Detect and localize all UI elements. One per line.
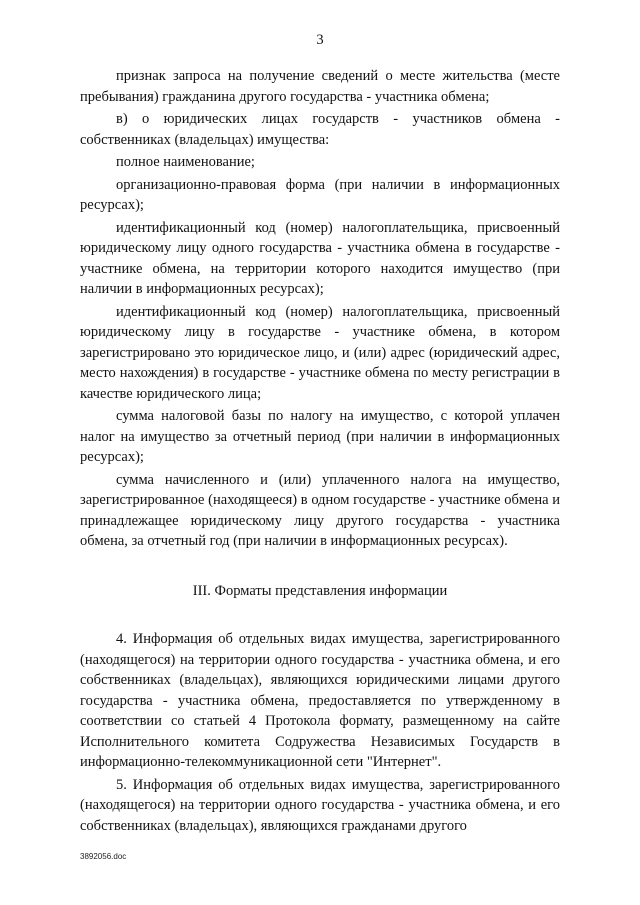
paragraph: признак запроса на получение сведений о месте жительства (месте пребывания) гражданина другого государства - участника обмена; bbox=[80, 68, 560, 105]
paragraph: сумма начисленного и (или) уплаченного налога на имущество, зарегистрированное (находящееся) в одном государстве - участнике обмена и принадлежащее юридическому лицу другого государства - участника обмена, за отчетный год (при наличии в информационных ресурсах). bbox=[80, 471, 560, 549]
paragraph: 5. Информация об отдельных видах имущества, зарегистрированного (находящегося) на территории одного государства - участника обмена, и его собственниках (владельцах), являющихся гражданами другого bbox=[80, 776, 560, 834]
footer-file-code: 3892056.doc bbox=[80, 852, 127, 861]
paragraph: идентификационный код (номер) налогоплательщика, присвоенный юридическому лицу в государстве - участнике обмена, в котором зарегистрировано это юридическое лицо, и (или) адрес (юридический адрес, место нахождения) в государстве - участнике обмена по месту регистрации в качестве юридического лица; bbox=[80, 303, 560, 402]
paragraph: в) о юридических лицах государств - участников обмена - собственниках (владельцах) имущества: bbox=[80, 111, 560, 148]
paragraph: полное наименование; bbox=[116, 154, 255, 170]
paragraph: сумма налоговой базы по налогу на имущество, с которой уплачен налог на имущество за отчетный период (при наличии в информационных ресурсах); bbox=[80, 408, 560, 465]
document-body bbox=[80, 66, 560, 836]
paragraph: идентификационный код (номер) налогоплательщика, присвоенный юридическому лицу одного государства - участника обмена в государстве - участнике обмена, на территории которого находится имущество (при наличии в информационных ресурсах); bbox=[80, 219, 560, 297]
paragraph: 4. Информация об отдельных видах имущества, зарегистрированного (находящегося) на территории одного государства - участника обмена, и его собственниках (владельцах), являющихся юридическими лицами другого государства - участника обмена, предоставляется по утвержденному в соответствии со статьей 4 Протокола формату, размещенному на сайте Исполнительного комитета Содружества Независимых Государств в информационно-телекоммуникационной сети "Интернет". bbox=[80, 631, 560, 770]
paragraph: организационно-правовая форма (при наличии в информационных ресурсах); bbox=[80, 176, 560, 213]
section-heading: III. Форматы представления информации bbox=[192, 582, 448, 599]
page-number: 3 bbox=[316, 32, 324, 48]
